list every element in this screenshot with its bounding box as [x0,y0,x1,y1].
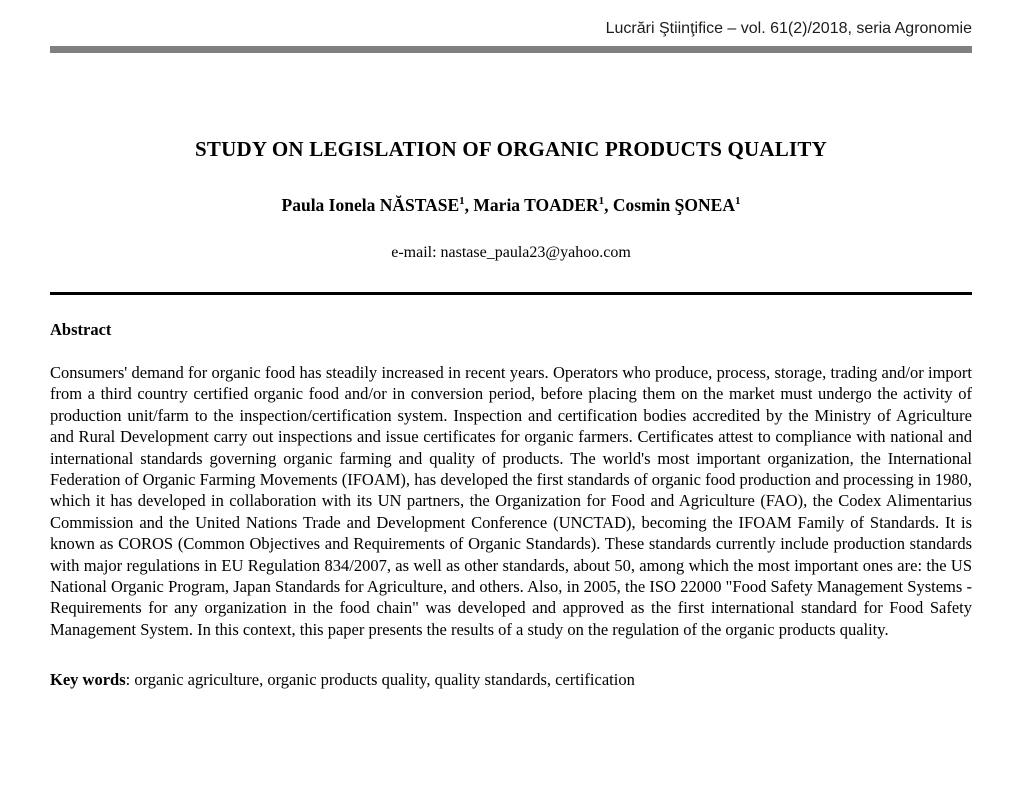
abstract-heading: Abstract [50,320,112,339]
author-name: , Cosmin ŞONEA [604,195,735,215]
author-affiliation-mark: 1 [734,195,741,208]
header-rule-bar [50,46,972,53]
author-name: , Maria TOADER [464,195,599,215]
author-name: Paula Ionela NĂSTASE [281,195,460,215]
paper-title: STUDY ON LEGISLATION OF ORGANIC PRODUCTS QUALITY [195,137,827,161]
keywords-label: Key words [50,670,126,690]
email-line: e-mail: nastase_paula23@yahoo.com [391,244,631,261]
author-affiliation-mark: 1 [459,195,465,208]
content-column [50,0,972,690]
keywords-line [50,670,972,690]
journal-header-line: Lucrări Ştiinţifice – vol. 61(2)/2018, seria Agronomie [605,20,972,37]
authors-line [50,195,972,216]
abstract-text: Consumers' demand for organic food has steadily increased in recent years. Operators who produce, process, storage, trading and/or import from a third country certified organic food and/or in conversion period, before placing them on the market must undergo the activity of production unit/farm to the inspection/certification system. Inspection and certification bodies accredited by the Ministry of Agriculture and Rural Development carry out inspections and issue certificates for organic farmers. Certificates attest to compliance with national and international standards governing organic farming and quality of products. The world's most important organization, the International Federation of Organic Farming Movements (IFOAM), has developed the first standards of organic food production and processing in 1980, which it has developed in collaboration with its UN partners, the Organization for Food and Agriculture (FAO), the Codex Alimentarius Commission and the United Nations Trade and Development Conference (UNCTAD), becoming the IFOAM Family of Standards. It is known as COROS (Common Objectives and Requirements of Organic Standards). These standards currently include production standards with major regulations in EU Regulation 834/2007, as well as other standards, about 50, among which the most important ones are: the US National Organic Program, Japan Standards for Agriculture, and others. Also, in 2005, the ISO 22000 "Food Safety Management Systems - Requirements for any organization in the food chain" was developed and approved as the first international standard for Food Safety Management System. In this context, this paper presents the results of a study on the regulation of the organic products quality. [50,363,972,639]
author-affiliation-mark: 1 [598,195,605,208]
keywords-list: : organic agriculture, organic products quality, quality standards, certification [125,670,635,690]
divider-rule [50,292,972,295]
